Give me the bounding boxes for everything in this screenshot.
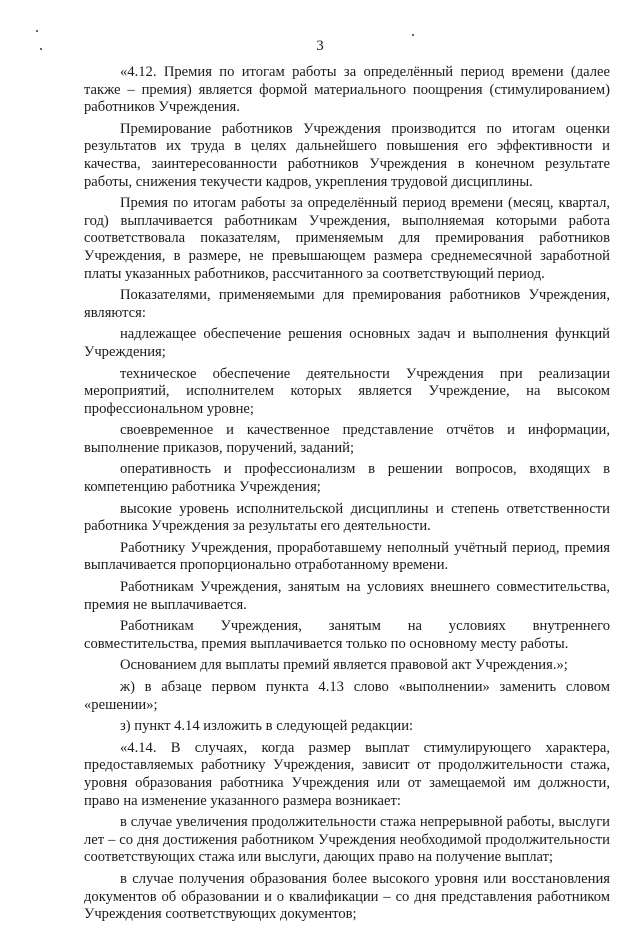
paragraph: Основанием для выплаты премий является правовой акт Учреждения.»; xyxy=(120,657,568,674)
list-item: своевременное и качественное представление отчётов и информации, выполнение приказов, поручений, заданий; xyxy=(84,422,610,456)
paragraph: Показателями, применяемыми для премирования работников Учреждения, являются: xyxy=(84,287,610,321)
paragraph: «4.12. Премия по итогам работы за определённый период времени (далее также – премия) является формой материального поощрения (стимулированием) работников Учреждения. xyxy=(84,64,610,116)
scan-speck xyxy=(36,30,38,32)
list-item: в случае увеличения продолжительности стажа непрерывной работы, выслуги лет – со дня достижения работником Учреждения необходимой продолжительности соответствующих стажа или выслуги, дающих право на получение выплат; xyxy=(84,814,610,866)
list-item: в случае получения образования более высокого уровня или восстановления документов об образовании и о квалификации – со дня представления работником Учреждения соответствующих документов; xyxy=(84,870,610,923)
paragraph: з) пункт 4.14 изложить в следующей редакции: xyxy=(120,718,414,735)
paragraph: Премия по итогам работы за определённый период времени (месяц, квартал, год) выплачивается работникам Учреждения, выполняемая которыми работа соответствовала показателям, применяемым для премирования работников Учреждения, в размере, не превышающем размера среднемесячной заработной платы указанных работников, рассчитанного за соответствующий период. xyxy=(84,195,610,282)
paragraph: Работникам Учреждения, занятым на условиях внутреннего совместительства, премия выплачивается только по основному месту работы. xyxy=(84,618,610,652)
paragraph: «4.14. В случаях, когда размер выплат стимулирующего характера, предоставляемых работнику Учреждения, зависит от продолжительности стажа, уровня образования работника Учреждения или от замещаемой им должности, право на изменение указанного размера возникает: xyxy=(84,739,610,809)
paragraph: Работникам Учреждения, занятым на условиях внешнего совместительства, премия не выплачивается. xyxy=(84,579,610,613)
page-number: 3 xyxy=(316,38,324,54)
list-item: высокие уровень исполнительской дисциплины и степень ответственности работника Учреждения за результаты его деятельности. xyxy=(84,500,610,535)
list-item: техническое обеспечение деятельности Учреждения при реализации мероприятий, исполнителем которых является Учреждение, на высоком профессиональном уровне; xyxy=(84,365,610,417)
paragraph: Работнику Учреждения, проработавшему неполный учётный период, премия выплачивается пропорционально отработанному времени. xyxy=(84,539,610,574)
list-item: оперативность и профессионализм в решении вопросов, входящих в компетенцию работника Учреждения; xyxy=(84,461,610,496)
list-item: надлежащее обеспечение решения основных задач и выполнения функций Учреждения; xyxy=(84,326,610,360)
scan-speck xyxy=(412,34,414,36)
document-body xyxy=(84,64,610,928)
paragraph: ж) в абзаце первом пункта 4.13 слово «выполнении» заменить словом «решении»; xyxy=(84,679,610,713)
paragraph: Премирование работников Учреждения производится по итогам оценки результатов их труда в целях дальнейшего повышения его эффективности и качества, заинтересованности работников Учреждения в конечном результате работы, снижения текучести кадров, укрепления трудовой дисциплины. xyxy=(84,120,610,190)
